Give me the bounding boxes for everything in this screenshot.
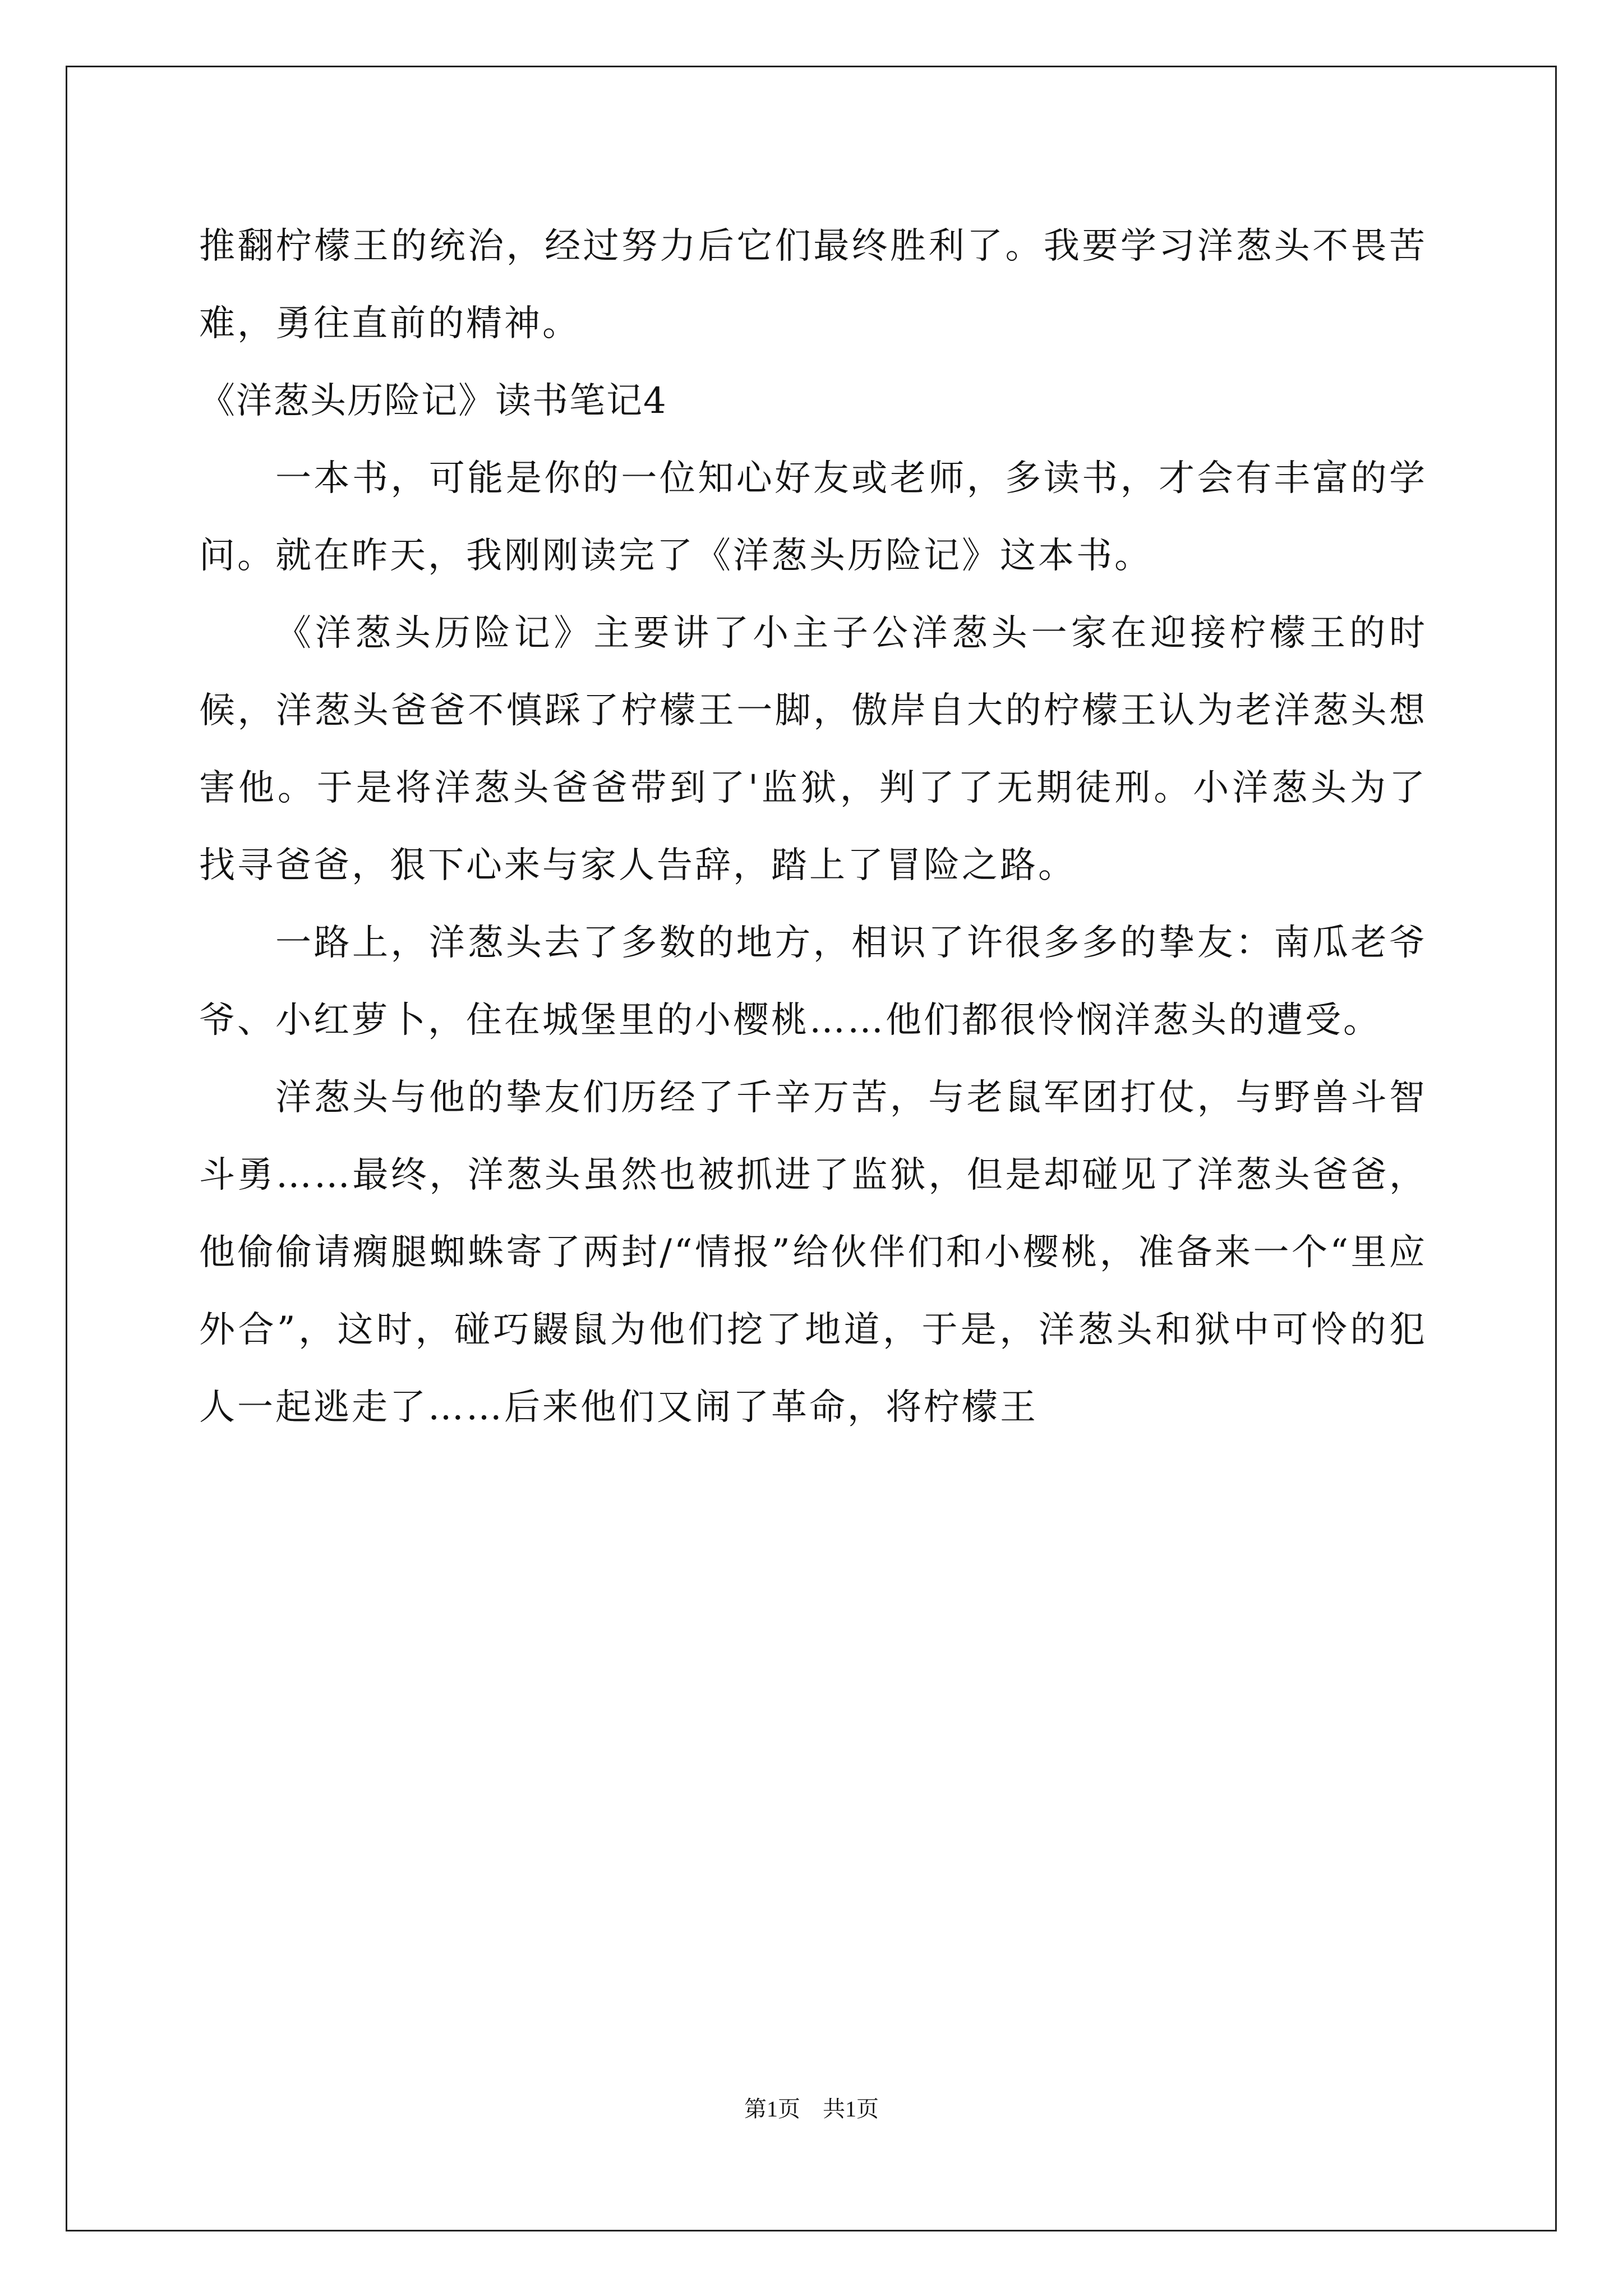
paragraph: 洋葱头与他的挚友们历经了千辛万苦，与老鼠军团打仗，与野兽斗智斗勇……最终，洋葱头虽然也被抓进了监狱，但是却碰见了洋葱头爸爸，他偷偷请瘸腿蜘蛛寄了两封/“情报”给伙伴们和小樱桃，准备来一个“里应外合”，这时，碰巧鼹鼠为他们挖了地道，于是，洋葱头和狱中可怜的犯人一起逃走了……后来他们又闹了革命，将柠檬王 [199, 1077, 1427, 1428]
section-heading: 《洋葱头历险记》读书笔记4 [199, 380, 667, 422]
page-total: 共1页 [823, 2096, 879, 2122]
paragraph: 一路上，洋葱头去了多数的地方，相识了许很多多的挚友：南瓜老爷爷、小红萝卜，住在城堡里的小樱桃……他们都很怜悯洋葱头的遭受。 [199, 922, 1427, 1041]
paragraph: 一本书，可能是你的一位知心好友或老师，多读书，才会有丰富的学问。就在昨天，我刚刚读完了《洋葱头历险记》这本书。 [199, 458, 1427, 577]
paragraph: 《洋葱头历险记》主要讲了小主子公洋葱头一家在迎接柠檬王的时候，洋葱头爸爸不慎踩了柠檬王一脚，傲岸自大的柠檬王认为老洋葱头想害他。于是将洋葱头爸爸带到了'监狱，判了了无期徒刑。小洋葱头为了找寻爸爸，狠下心来与家人告辞，踏上了冒险之路。 [199, 613, 1427, 886]
document-body [199, 208, 1427, 1446]
paragraph: 推翻柠檬王的统治，经过努力后它们最终胜利了。我要学习洋葱头不畏苦难，勇往直前的精神。 [199, 226, 1427, 344]
page-footer [0, 2092, 1623, 2126]
page-number: 第1页 [744, 2096, 800, 2122]
